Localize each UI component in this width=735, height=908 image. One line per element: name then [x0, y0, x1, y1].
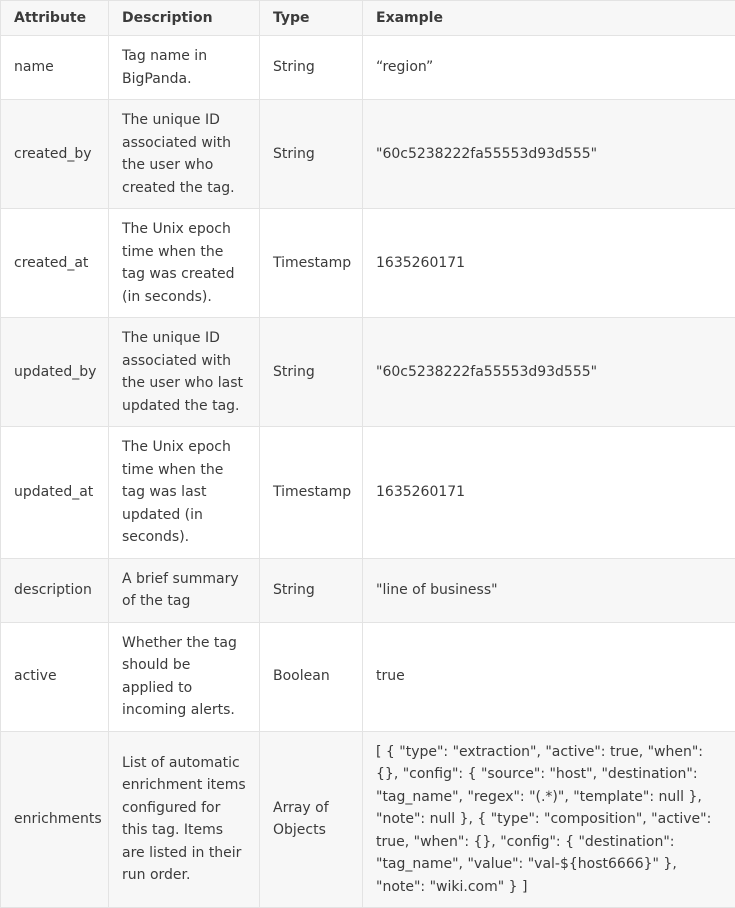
cell-example: "line of business" — [363, 558, 735, 622]
cell-attribute: updated_at — [1, 427, 109, 559]
cell-description: The unique ID associated with the user who created the tag. — [109, 100, 260, 209]
cell-description: The Unix epoch time when the tag was last updated (in seconds). — [109, 427, 260, 559]
cell-type: Boolean — [260, 622, 363, 731]
cell-description: The Unix epoch time when the tag was created (in seconds). — [109, 209, 260, 318]
table-row — [1, 558, 735, 622]
cell-example: "60c5238222fa55553d93d555" — [363, 318, 735, 427]
cell-type: Timestamp — [260, 209, 363, 318]
cell-type: String — [260, 36, 363, 100]
cell-attribute: updated_by — [1, 318, 109, 427]
cell-attribute: name — [1, 36, 109, 100]
table-row — [1, 731, 735, 908]
cell-example: 1635260171 — [363, 209, 735, 318]
cell-type: String — [260, 558, 363, 622]
cell-description: The unique ID associated with the user who last updated the tag. — [109, 318, 260, 427]
cell-example: 1635260171 — [363, 427, 735, 559]
cell-description: Tag name in BigPanda. — [109, 36, 260, 100]
cell-example: true — [363, 622, 735, 731]
table-row — [1, 622, 735, 731]
cell-description: List of automatic enrichment items configured for this tag. Items are listed in their run order. — [109, 731, 260, 908]
table-row — [1, 427, 735, 559]
header-description: Description — [109, 1, 260, 36]
table-row — [1, 36, 735, 100]
cell-attribute: active — [1, 622, 109, 731]
cell-example: "60c5238222fa55553d93d555" — [363, 100, 735, 209]
cell-description: A brief summary of the tag — [109, 558, 260, 622]
cell-description: Whether the tag should be applied to incoming alerts. — [109, 622, 260, 731]
header-attribute: Attribute — [1, 1, 109, 36]
cell-type: String — [260, 100, 363, 209]
header-type: Type — [260, 1, 363, 36]
cell-type: Timestamp — [260, 427, 363, 559]
header-example: Example — [363, 1, 735, 36]
cell-attribute: description — [1, 558, 109, 622]
table-header-row — [1, 1, 735, 36]
cell-attribute: enrichments — [1, 731, 109, 908]
table-row — [1, 100, 735, 209]
table-row — [1, 318, 735, 427]
table-row — [1, 209, 735, 318]
cell-type: String — [260, 318, 363, 427]
cell-attribute: created_at — [1, 209, 109, 318]
cell-example: [ { "type": "extraction", "active": true, "when": {}, "config": { "source": "host", "destination": "tag_name", "regex": "(.*)", "template": null }, "note": null }, { "type": "composition", "active": true, "when": {}, "config": { "destination": "tag_name", "value": "val-${host6666}" }, "note": "wiki.com" } ] — [363, 731, 735, 908]
cell-example: “region” — [363, 36, 735, 100]
cell-attribute: created_by — [1, 100, 109, 209]
cell-type: Array of Objects — [260, 731, 363, 908]
